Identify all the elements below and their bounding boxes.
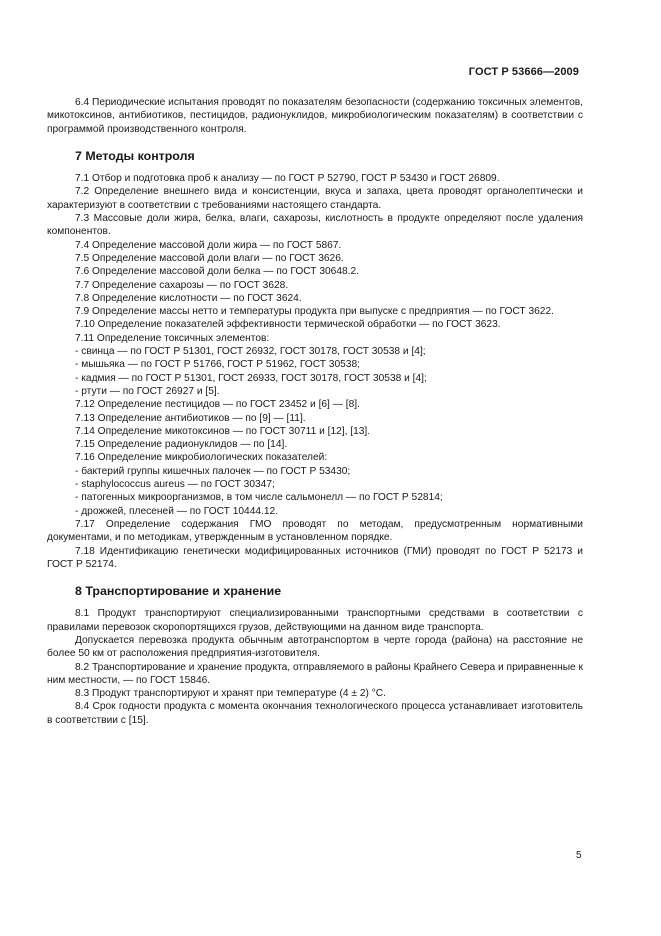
page-number: 5 — [576, 850, 582, 861]
paragraph-7-15: 7.15 Определение радионуклидов — по [14]. — [75, 439, 288, 451]
document-body — [47, 96, 583, 727]
paragraph-7-1: 7.1 Отбор и подготовка проб к анализу — по ГОСТ Р 52790, ГОСТ Р 53430 и ГОСТ 26809. — [75, 173, 500, 185]
paragraph-7-14: 7.14 Определение микотоксинов — по ГОСТ 30711 и [12], [13]. — [75, 425, 371, 437]
paragraph-7-16: 7.16 Определение микробиологических показателей: — [75, 452, 328, 464]
document-id: ГОСТ Р 53666—2009 — [468, 66, 579, 78]
paragraph-7-2: 7.2 Определение внешнего вида и консистенции, вкуса и запаха, цвета проводят органолептически и характеризуют в соответствии с требованиями настоящего стандарта. — [47, 186, 583, 211]
paragraph-7-12: 7.12 Определение пестицидов — по ГОСТ 23452 и [6] — [8]. — [75, 399, 360, 411]
paragraph-8-2: 8.2 Транспортирование и хранение продукта, отправляемого в районы Крайнего Севера и приравненные к ним местности, — по ГОСТ 15846. — [47, 661, 583, 686]
paragraph-7-11: 7.11 Определение токсичных элементов: — [75, 332, 270, 344]
paragraph-8-4: 8.4 Срок годности продукта с момента окончания технологического процесса устанавливает изготовитель в соответствии с [15]. — [47, 701, 583, 726]
list-item: - staphylococcus aureus — по ГОСТ 30347; — [75, 479, 275, 491]
list-item: - патогенных микроорганизмов, в том числе сальмонелл — по ГОСТ Р 52814; — [75, 492, 443, 504]
paragraph-7-13: 7.13 Определение антибиотиков — по [9] — [11]. — [75, 412, 306, 424]
paragraph-7-3: 7.3 Массовые доли жира, белка, влаги, сахарозы, кислотность в продукте определяют после удаления компонентов. — [47, 213, 583, 238]
paragraph-7-8: 7.8 Определение кислотности — по ГОСТ 3624. — [75, 292, 302, 304]
paragraph-8-3: 8.3 Продукт транспортируют и хранят при температуре (4 ± 2) °С. — [75, 688, 386, 700]
section-8-items — [47, 607, 583, 727]
paragraph-7-17: 7.17 Определение содержания ГМО проводят по методам, предусмотренным нормативными документами, и по методикам, утвержденным в установленном порядке. — [47, 518, 583, 544]
paragraph-7-18: 7.18 Идентификацию генетически модифицированных источников (ГМИ) проводят по ГОСТ Р 52173 и ГОСТ Р 52174. — [47, 545, 583, 570]
paragraph-7-9: 7.9 Определение массы нетто и температуры продукта при выпуске с предприятия — по ГОСТ 3622. — [75, 306, 554, 318]
list-item: - свинца — по ГОСТ Р 51301, ГОСТ 26932, ГОСТ 30178, ГОСТ 30538 и [4]; — [75, 346, 426, 358]
paragraph-7-5: 7.5 Определение массовой доли влаги — по ГОСТ 3626. — [75, 252, 344, 264]
paragraph-7-10: 7.10 Определение показателей эффективности термической обработки — по ГОСТ 3623. — [75, 319, 501, 331]
paragraph-8-1-note: Допускается перевозка продукта обычным автотранспортом в черте города (района) на расстояние не более 50 км от расположения предприятия-изготовителя. — [47, 634, 583, 660]
paragraph-7-6: 7.6 Определение массовой доли белка — по ГОСТ 30648.2. — [75, 266, 360, 278]
paragraph-6-4: 6.4 Периодические испытания проводят по показателям безопасности (содержанию токсичных элементов, микотоксинов, антибиотиков, пестицидов, радионуклидов, микробиологическим показателям) в соответствии с программой производственного контроля. — [47, 97, 583, 135]
list-item: - дрожжей, плесеней — по ГОСТ 10444.12. — [75, 505, 279, 517]
list-item: - мышьяка — по ГОСТ Р 51766, ГОСТ Р 51962, ГОСТ 30538; — [75, 359, 360, 371]
list-item: - кадмия — по ГОСТ Р 51301, ГОСТ 26933, ГОСТ 30178, ГОСТ 30538 и [4]; — [75, 372, 427, 384]
paragraph-7-7: 7.7 Определение сахарозы — по ГОСТ 3628. — [75, 279, 289, 291]
section-8-title: 8 Транспортирование и хранение — [75, 584, 282, 599]
paragraph-8-1: 8.1 Продукт транспортируют специализированными транспортными средствами в соответствии с правилами перевозок скоропортящихся грузов, действующими на данном виде транспорта. — [47, 608, 583, 633]
section-7-items — [47, 172, 583, 571]
section-7-title: 7 Методы контроля — [75, 148, 195, 163]
paragraph-7-4: 7.4 Определение массовой доли жира — по ГОСТ 5867. — [75, 239, 342, 251]
list-item: - бактерий группы кишечных палочек — по ГОСТ Р 53430; — [75, 465, 351, 477]
list-item: - ртути — по ГОСТ 26927 и [5]. — [75, 385, 220, 397]
